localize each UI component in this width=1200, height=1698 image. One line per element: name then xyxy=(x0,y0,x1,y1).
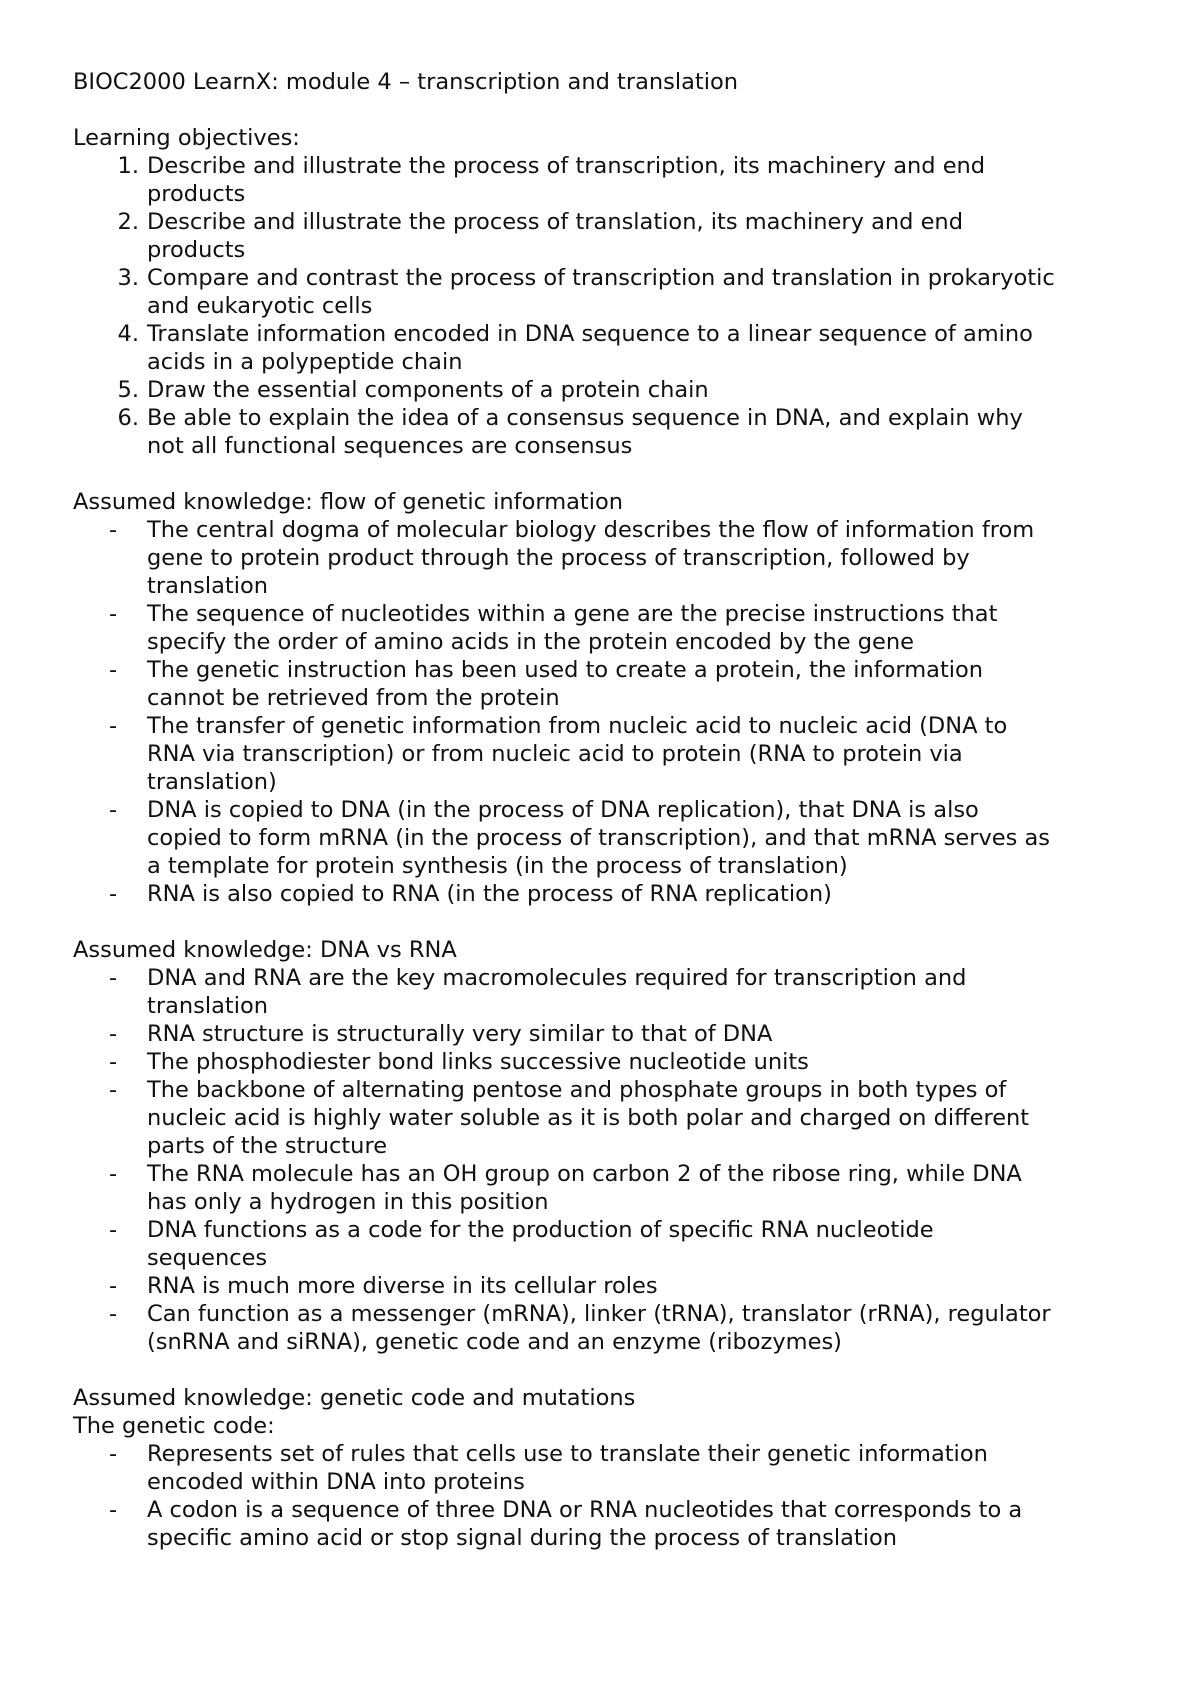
list-marker: 2. xyxy=(117,209,139,235)
list-item-text: The central dogma of molecular biology describes the flow of information from xyxy=(147,517,1035,543)
list-item-text: (snRNA and siRNA), genetic code and an enzyme (ribozymes) xyxy=(147,1329,842,1355)
list-item xyxy=(73,1216,1133,1272)
list-item xyxy=(73,1440,1133,1496)
list-item xyxy=(73,1496,1133,1552)
list-marker: - xyxy=(109,1049,118,1075)
list-item xyxy=(73,600,1133,656)
list-marker: - xyxy=(109,1441,118,1467)
spacer xyxy=(73,1356,1133,1384)
list-item xyxy=(73,880,1133,908)
list-item-text: Draw the essential components of a protein chain xyxy=(147,377,709,403)
list-item-text: RNA via transcription) or from nucleic acid to protein (RNA to protein via xyxy=(147,741,963,767)
list-item xyxy=(73,1160,1133,1216)
list-item-text: products xyxy=(147,181,246,207)
objectives-heading: Learning objectives: xyxy=(73,125,300,151)
list-item xyxy=(73,404,1133,460)
list-item xyxy=(73,712,1133,796)
list-item xyxy=(73,264,1133,320)
list-item-text: translation) xyxy=(147,769,277,795)
list-item-text: Be able to explain the idea of a consensus sequence in DNA, and explain why xyxy=(147,405,1023,431)
list-item-text: products xyxy=(147,237,246,263)
list-item-text: has only a hydrogen in this position xyxy=(147,1189,549,1215)
list-item xyxy=(73,1020,1133,1048)
list-item-text: and eukaryotic cells xyxy=(147,293,373,319)
list-marker: - xyxy=(109,657,118,683)
list-item-text: The sequence of nucleotides within a gene are the precise instructions that xyxy=(147,601,998,627)
list-item xyxy=(73,1300,1133,1356)
list-item xyxy=(73,152,1133,208)
list-marker: - xyxy=(109,713,118,739)
list-item xyxy=(73,964,1133,1020)
list-marker: - xyxy=(109,1021,118,1047)
document-title: BIOC2000 LearnX: module 4 – transcription and translation xyxy=(73,69,738,95)
list-marker: - xyxy=(109,797,118,823)
spacer xyxy=(73,460,1133,488)
list-item-text: Can function as a messenger (mRNA), linker (tRNA), translator (rRNA), regulator xyxy=(147,1301,1051,1327)
document-page xyxy=(73,68,1133,1552)
list-item-text: Describe and illustrate the process of transcription, its machinery and end xyxy=(147,153,986,179)
list-item-text: a template for protein synthesis (in the process of translation) xyxy=(147,853,848,879)
list-item-text: Represents set of rules that cells use to translate their genetic information xyxy=(147,1441,988,1467)
list-marker: - xyxy=(109,601,118,627)
flow-heading: Assumed knowledge: flow of genetic information xyxy=(73,489,623,515)
list-item xyxy=(73,208,1133,264)
list-item-text: Translate information encoded in DNA sequence to a linear sequence of amino xyxy=(147,321,1033,347)
list-marker: - xyxy=(109,881,118,907)
list-marker: 6. xyxy=(117,405,139,431)
list-marker: 3. xyxy=(117,265,139,291)
list-item-text: RNA is much more diverse in its cellular roles xyxy=(147,1273,658,1299)
list-item xyxy=(73,1272,1133,1300)
list-item-text: translation xyxy=(147,993,268,1019)
dna-rna-heading: Assumed knowledge: DNA vs RNA xyxy=(73,937,457,963)
list-item-text: not all functional sequences are consensus xyxy=(147,433,633,459)
list-marker: - xyxy=(109,1273,118,1299)
spacer xyxy=(73,96,1133,124)
list-item-text: The backbone of alternating pentose and phosphate groups in both types of xyxy=(147,1077,1007,1103)
list-marker: 5. xyxy=(117,377,139,403)
genetic-code-subheading: The genetic code: xyxy=(73,1413,275,1439)
objectives-list xyxy=(73,152,1133,460)
list-item xyxy=(73,1048,1133,1076)
list-item-text: acids in a polypeptide chain xyxy=(147,349,463,375)
list-marker: - xyxy=(109,517,118,543)
list-marker: - xyxy=(109,965,118,991)
list-item-text: translation xyxy=(147,573,268,599)
list-item-text: A codon is a sequence of three DNA or RNA nucleotides that corresponds to a xyxy=(147,1497,1023,1523)
flow-list xyxy=(73,516,1133,908)
list-item-text: RNA is also copied to RNA (in the process of RNA replication) xyxy=(147,881,832,907)
list-marker: - xyxy=(109,1497,118,1523)
list-item xyxy=(73,376,1133,404)
list-item xyxy=(73,656,1133,712)
list-item-text: sequences xyxy=(147,1245,268,1271)
list-item-text: Compare and contrast the process of transcription and translation in prokaryotic xyxy=(147,265,1055,291)
list-item-text: Describe and illustrate the process of translation, its machinery and end xyxy=(147,209,963,235)
list-item-text: specific amino acid or stop signal during the process of translation xyxy=(147,1525,898,1551)
genetic-code-heading: Assumed knowledge: genetic code and mutations xyxy=(73,1385,636,1411)
list-item-text: DNA and RNA are the key macromolecules required for transcription and xyxy=(147,965,967,991)
list-item-text: The RNA molecule has an OH group on carbon 2 of the ribose ring, while DNA xyxy=(147,1161,1022,1187)
list-item-text: gene to protein product through the process of transcription, followed by xyxy=(147,545,970,571)
list-marker: - xyxy=(109,1077,118,1103)
list-item-text: nucleic acid is highly water soluble as it is both polar and charged on different xyxy=(147,1105,1030,1131)
list-item-text: cannot be retrieved from the protein xyxy=(147,685,560,711)
list-marker: 4. xyxy=(117,321,139,347)
dna-rna-list xyxy=(73,964,1133,1356)
list-item-text: The genetic instruction has been used to create a protein, the information xyxy=(147,657,984,683)
list-marker: - xyxy=(109,1301,118,1327)
list-item-text: parts of the structure xyxy=(147,1133,388,1159)
list-marker: - xyxy=(109,1217,118,1243)
list-item-text: The transfer of genetic information from nucleic acid to nucleic acid (DNA to xyxy=(147,713,1008,739)
list-item-text: encoded within DNA into proteins xyxy=(147,1469,525,1495)
list-item xyxy=(73,516,1133,600)
list-item-text: DNA functions as a code for the production of specific RNA nucleotide xyxy=(147,1217,934,1243)
list-item-text: specify the order of amino acids in the protein encoded by the gene xyxy=(147,629,914,655)
list-item xyxy=(73,1076,1133,1160)
list-marker: 1. xyxy=(117,153,139,179)
spacer xyxy=(73,908,1133,936)
genetic-code-list xyxy=(73,1440,1133,1552)
list-marker: - xyxy=(109,1161,118,1187)
list-item xyxy=(73,796,1133,880)
list-item-text: The phosphodiester bond links successive nucleotide units xyxy=(147,1049,809,1075)
list-item-text: copied to form mRNA (in the process of transcription), and that mRNA serves as xyxy=(147,825,1050,851)
list-item-text: RNA structure is structurally very similar to that of DNA xyxy=(147,1021,773,1047)
list-item xyxy=(73,320,1133,376)
list-item-text: DNA is copied to DNA (in the process of DNA replication), that DNA is also xyxy=(147,797,979,823)
